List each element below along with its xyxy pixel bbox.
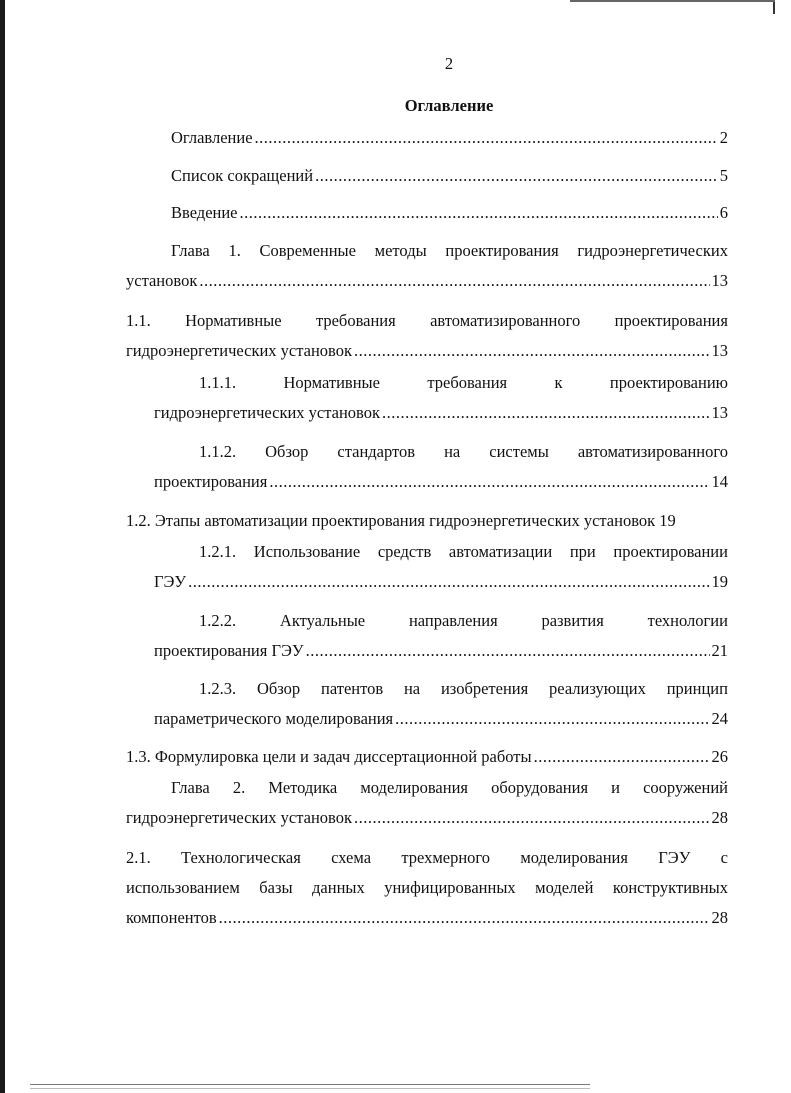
toc-leader-dots — [255, 123, 718, 153]
toc-word: 1.1.1. — [199, 373, 237, 392]
toc-word: 2. — [232, 778, 246, 797]
toc-entry-page: 26 — [711, 747, 728, 766]
toc-word: Использование — [253, 542, 361, 561]
toc-entry-page: 19 — [711, 572, 728, 591]
toc-entry[interactable] — [154, 537, 728, 597]
toc-entry-text: гидроэнергетических установок — [126, 808, 353, 827]
toc-word: развития — [541, 611, 604, 630]
toc-entry-page: 2 — [719, 128, 728, 147]
toc-leader-dots — [354, 803, 709, 833]
toc-word: Технологическая — [181, 848, 301, 867]
toc-entry-text: 1.3. Формулировка цели и задач диссертационной работы — [126, 747, 532, 766]
scan-edge-bottom — [30, 1084, 590, 1085]
toc-word: 1. — [228, 241, 241, 260]
toc-word: проектировании — [613, 542, 728, 561]
toc-leader-dots — [240, 198, 718, 228]
toc-entry[interactable] — [154, 368, 728, 428]
toc-entry[interactable] — [171, 198, 728, 228]
toc-entry[interactable] — [171, 123, 728, 153]
toc-leader-dots — [354, 336, 709, 366]
toc-leader-dots — [219, 903, 710, 933]
toc-word: Нормативные — [283, 373, 380, 392]
toc-word: моделирования — [360, 778, 468, 797]
toc-entry-page: 6 — [719, 203, 728, 222]
toc-word: Глава — [171, 778, 210, 797]
toc-entry[interactable] — [154, 437, 728, 497]
toc-word: трехмерного — [401, 848, 491, 867]
toc-word: ГЭУ — [658, 848, 691, 867]
toc-word: 1.2.3. — [199, 679, 237, 698]
toc-word: 2.1. — [126, 848, 151, 867]
toc-word: системы — [489, 442, 549, 461]
toc-entry-text: гидроэнергетических установок — [154, 403, 381, 422]
toc-word: при — [569, 542, 596, 561]
toc-word: моделей — [535, 878, 594, 897]
scan-edge-top — [570, 0, 775, 2]
toc-word: патентов — [321, 679, 384, 698]
scan-edge-bottom-2 — [30, 1088, 590, 1089]
toc-entry-text: компонентов — [126, 908, 217, 927]
toc-entry-text: ГЭУ — [154, 572, 187, 591]
toc-entry[interactable] — [154, 674, 728, 734]
toc-entry-text: установок — [126, 271, 198, 290]
toc-entry[interactable] — [126, 742, 728, 772]
toc-word: 1.1. — [126, 311, 151, 330]
toc-word: требования — [315, 311, 396, 330]
toc-entry-page: 28 — [711, 808, 728, 827]
toc-entry[interactable] — [126, 506, 728, 536]
toc-word: проектирования — [445, 241, 559, 260]
toc-word: к — [554, 373, 563, 392]
toc-leader-dots — [382, 398, 709, 428]
toc-entry-text: Оглавление — [171, 128, 253, 147]
toc-entry[interactable] — [126, 306, 728, 366]
toc-entry-text: параметрического моделирования — [154, 709, 394, 728]
toc-word: стандартов — [337, 442, 416, 461]
toc-entry-page: 13 — [711, 341, 728, 360]
toc-word: 1.2.2. — [199, 611, 237, 630]
toc-word: Глава — [171, 241, 210, 260]
toc-entry-page: 21 — [711, 641, 728, 660]
toc-word: автоматизации — [448, 542, 553, 561]
toc-word: требования — [427, 373, 508, 392]
toc-word: принцип — [666, 679, 728, 698]
toc-word: изобретения — [440, 679, 529, 698]
toc-word: направления — [408, 611, 498, 630]
toc-leader-dots — [315, 161, 718, 191]
toc-word: проектирования — [614, 311, 728, 330]
toc-word: реализующих — [549, 679, 646, 698]
toc-word: данных — [312, 878, 365, 897]
toc-entry-page: 5 — [719, 166, 728, 185]
toc-entry-text: Список сокращений — [171, 166, 314, 185]
toc-word: средств — [377, 542, 432, 561]
toc-leader-dots — [534, 742, 710, 772]
toc-word: унифицированных — [384, 878, 516, 897]
toc-entry-text: проектирования ГЭУ — [154, 641, 304, 660]
toc-entry-page: 13 — [711, 271, 728, 290]
toc-word: с — [720, 848, 728, 867]
toc-word: автоматизированного — [577, 442, 728, 461]
toc-entry-text: Введение — [171, 203, 238, 222]
toc-word: Обзор — [256, 679, 301, 698]
toc-word: Актуальные — [279, 611, 366, 630]
toc-entry-page: 28 — [711, 908, 728, 927]
toc-word: Современные — [259, 241, 356, 260]
toc-word: конструктивных — [612, 878, 728, 897]
toc-word: оборудования — [491, 778, 589, 797]
scan-edge-right — [773, 0, 775, 14]
toc-word: на — [444, 442, 461, 461]
toc-word: моделирования — [520, 848, 628, 867]
scan-edge-left — [0, 0, 5, 1093]
toc-entry[interactable] — [171, 161, 728, 191]
toc-word: на — [403, 679, 421, 698]
toc-word: технологии — [647, 611, 728, 630]
toc-word: автоматизированного — [430, 311, 581, 330]
toc-word: 1.2.1. — [199, 542, 237, 561]
toc-leader-dots — [395, 704, 709, 734]
toc-word: методы — [374, 241, 427, 260]
toc-word: 1.1.2. — [199, 442, 237, 461]
toc-word: использованием — [126, 878, 240, 897]
toc-leader-dots — [306, 636, 710, 666]
toc-entry-text: гидроэнергетических установок — [126, 341, 353, 360]
toc-word: гидроэнергетических — [577, 241, 728, 260]
toc-entry-text: проектирования — [154, 472, 268, 491]
page-number: 2 — [444, 54, 454, 73]
toc-leader-dots — [269, 467, 709, 497]
toc-word: базы — [259, 878, 293, 897]
toc-entry-text: 1.2. Этапы автоматизации проектирования гидроэнергетических установок 19 — [126, 511, 676, 530]
toc-word: схема — [331, 848, 372, 867]
toc-entry[interactable] — [154, 606, 728, 666]
toc-entry[interactable] — [126, 773, 728, 833]
toc-leader-dots — [199, 266, 709, 296]
toc-word: и — [611, 778, 620, 797]
toc-word: Нормативные — [185, 311, 282, 330]
toc-entry-page: 24 — [711, 709, 728, 728]
toc-leader-dots — [188, 567, 709, 597]
toc-word: Обзор — [265, 442, 309, 461]
toc-word: проектированию — [609, 373, 728, 392]
toc-entry[interactable] — [126, 843, 728, 933]
toc-entry-page: 14 — [711, 472, 728, 491]
toc-word: Методика — [268, 778, 338, 797]
toc-entry[interactable] — [126, 236, 728, 296]
toc-title: Оглавление — [404, 96, 494, 115]
toc-entry-page: 13 — [711, 403, 728, 422]
toc-word: сооружений — [643, 778, 728, 797]
